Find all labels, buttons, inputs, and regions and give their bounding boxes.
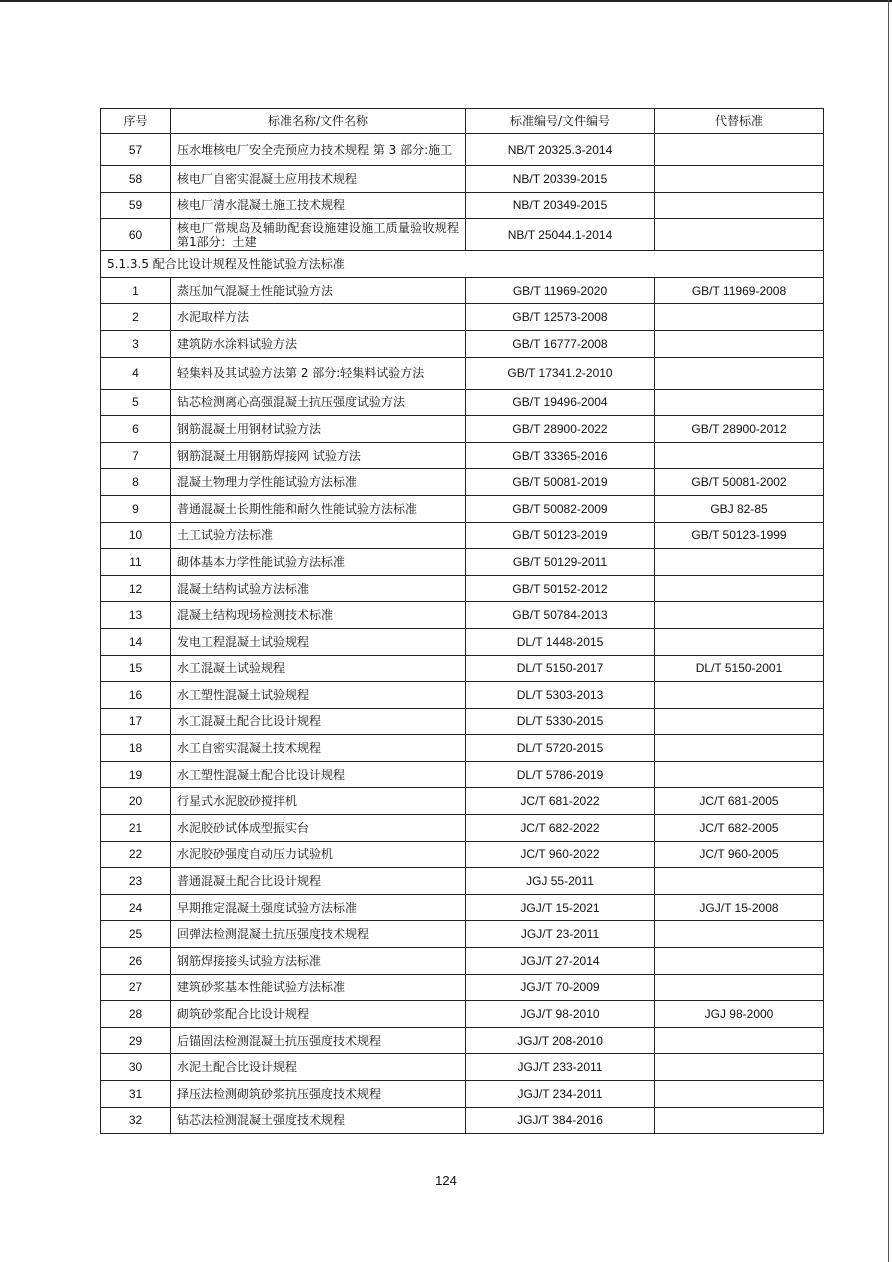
standard-name: 砌筑砂浆配合比设计规程 xyxy=(171,1001,466,1028)
table-row xyxy=(101,495,824,522)
standard-name: 普通混凝土配合比设计规程 xyxy=(171,868,466,895)
standard-name: 建筑砂浆基本性能试验方法标准 xyxy=(171,974,466,1001)
standard-name: 钻芯法检测混凝土强度技术规程 xyxy=(171,1107,466,1134)
table-row xyxy=(101,469,824,496)
row-number: 6 xyxy=(101,416,171,443)
replaced-standard: JGJ 98-2000 xyxy=(655,1001,824,1028)
row-number: 8 xyxy=(101,469,171,496)
replaced-standard xyxy=(655,330,824,357)
standard-name: 压水堆核电厂安全壳预应力技术规程 第 3 部分:施工 xyxy=(171,134,466,166)
standard-name: 混凝土物理力学性能试验方法标准 xyxy=(171,469,466,496)
table-header-row xyxy=(101,109,824,134)
table-row xyxy=(101,655,824,682)
standard-name: 行星式水泥胶砂搅拌机 xyxy=(171,788,466,815)
replaced-standard xyxy=(655,1107,824,1134)
replaced-standard: GBJ 82-85 xyxy=(655,495,824,522)
row-number: 30 xyxy=(101,1054,171,1081)
table-row xyxy=(101,788,824,815)
replaced-standard xyxy=(655,761,824,788)
table-row xyxy=(101,1081,824,1108)
standard-name: 混凝土结构试验方法标准 xyxy=(171,575,466,602)
standard-code: NB/T 20339-2015 xyxy=(466,166,655,193)
replaced-standard xyxy=(655,389,824,416)
replaced-standard xyxy=(655,602,824,629)
table-row xyxy=(101,389,824,416)
replaced-standard: JC/T 960-2005 xyxy=(655,841,824,868)
standard-code: NB/T 20325.3-2014 xyxy=(466,134,655,166)
standard-code: DL/T 5330-2015 xyxy=(466,708,655,735)
section-body xyxy=(101,251,824,278)
table-row xyxy=(101,894,824,921)
table-row xyxy=(101,921,824,948)
replaced-standard xyxy=(655,974,824,1001)
standard-name: 核电厂自密实混凝土应用技术规程 xyxy=(171,166,466,193)
replaced-standard xyxy=(655,1027,824,1054)
standard-name: 择压法检测砌筑砂浆抗压强度技术规程 xyxy=(171,1081,466,1108)
table-row xyxy=(101,549,824,576)
replaced-standard xyxy=(655,921,824,948)
standard-name: 水泥取样方法 xyxy=(171,304,466,331)
table-row xyxy=(101,166,824,193)
row-number: 3 xyxy=(101,330,171,357)
standard-code: GB/T 16777-2008 xyxy=(466,330,655,357)
row-number: 9 xyxy=(101,495,171,522)
standard-code: JC/T 960-2022 xyxy=(466,841,655,868)
standard-name: 水工塑性混凝土配合比设计规程 xyxy=(171,761,466,788)
standard-code: GB/T 12573-2008 xyxy=(466,304,655,331)
standard-code: GB/T 50082-2009 xyxy=(466,495,655,522)
page-number: 124 xyxy=(435,1173,457,1188)
standard-code: GB/T 17341.2-2010 xyxy=(466,357,655,389)
row-number: 26 xyxy=(101,948,171,975)
row-number: 21 xyxy=(101,815,171,842)
standard-code: JGJ/T 23-2011 xyxy=(466,921,655,948)
row-number: 31 xyxy=(101,1081,171,1108)
table-row xyxy=(101,868,824,895)
standard-name: 水工自密实混凝土技术规程 xyxy=(171,735,466,762)
standard-code: GB/T 50081-2019 xyxy=(466,469,655,496)
row-number: 60 xyxy=(101,219,171,251)
standard-name: 混凝土结构现场检测技术标准 xyxy=(171,602,466,629)
table-row xyxy=(101,602,824,629)
standard-code: DL/T 5720-2015 xyxy=(466,735,655,762)
table-row xyxy=(101,192,824,219)
header-name: 标准名称/文件名称 xyxy=(171,109,466,134)
standard-name: 回弹法检测混凝土抗压强度技术规程 xyxy=(171,921,466,948)
standard-name: 砌体基本力学性能试验方法标准 xyxy=(171,549,466,576)
standard-name: 建筑防水涂料试验方法 xyxy=(171,330,466,357)
header-no: 序号 xyxy=(101,109,171,134)
standard-code: GB/T 50784-2013 xyxy=(466,602,655,629)
header-replaced: 代替标准 xyxy=(655,109,824,134)
standard-code: JC/T 681-2022 xyxy=(466,788,655,815)
row-number: 15 xyxy=(101,655,171,682)
row-number: 5 xyxy=(101,389,171,416)
standard-code: JGJ/T 70-2009 xyxy=(466,974,655,1001)
section-heading: 5.1.3.5 配合比设计规程及性能试验方法标准 xyxy=(101,251,824,278)
replaced-standard xyxy=(655,575,824,602)
table-row xyxy=(101,815,824,842)
standard-name: 核电厂清水混凝土施工技术规程 xyxy=(171,192,466,219)
replaced-standard xyxy=(655,166,824,193)
standard-code: JGJ/T 234-2011 xyxy=(466,1081,655,1108)
standard-code: GB/T 50129-2011 xyxy=(466,549,655,576)
header-code: 标准编号/文件编号 xyxy=(466,109,655,134)
standard-code: GB/T 50123-2019 xyxy=(466,522,655,549)
standard-name: 水工混凝土试验规程 xyxy=(171,655,466,682)
replaced-standard xyxy=(655,628,824,655)
row-number: 23 xyxy=(101,868,171,895)
standard-code: JGJ/T 208-2010 xyxy=(466,1027,655,1054)
section-row xyxy=(101,251,824,278)
replaced-standard: JC/T 681-2005 xyxy=(655,788,824,815)
standard-code: JGJ/T 98-2010 xyxy=(466,1001,655,1028)
row-number: 11 xyxy=(101,549,171,576)
row-number: 25 xyxy=(101,921,171,948)
row-number: 29 xyxy=(101,1027,171,1054)
table-row xyxy=(101,219,824,251)
table-row xyxy=(101,277,824,304)
row-number: 32 xyxy=(101,1107,171,1134)
table-row xyxy=(101,1001,824,1028)
page-top-border xyxy=(0,0,892,2)
standard-code: GB/T 11969-2020 xyxy=(466,277,655,304)
standard-code: DL/T 1448-2015 xyxy=(466,628,655,655)
standards-table xyxy=(100,108,824,1134)
row-number: 1 xyxy=(101,277,171,304)
replaced-standard: GB/T 50123-1999 xyxy=(655,522,824,549)
row-number: 12 xyxy=(101,575,171,602)
replaced-standard xyxy=(655,304,824,331)
table-row xyxy=(101,761,824,788)
table-row xyxy=(101,628,824,655)
replaced-standard xyxy=(655,357,824,389)
table-row xyxy=(101,708,824,735)
replaced-standard: GB/T 50081-2002 xyxy=(655,469,824,496)
standard-code: DL/T 5303-2013 xyxy=(466,682,655,709)
replaced-standard: DL/T 5150-2001 xyxy=(655,655,824,682)
row-number: 22 xyxy=(101,841,171,868)
standard-code: JC/T 682-2022 xyxy=(466,815,655,842)
standard-code: NB/T 20349-2015 xyxy=(466,192,655,219)
standard-name: 钢筋混凝土用钢筋焊接网 试验方法 xyxy=(171,442,466,469)
table-row xyxy=(101,948,824,975)
row-number: 19 xyxy=(101,761,171,788)
replaced-standard xyxy=(655,948,824,975)
standard-name: 后锚固法检测混凝土抗压强度技术规程 xyxy=(171,1027,466,1054)
standard-name: 钢筋焊接接头试验方法标准 xyxy=(171,948,466,975)
standard-name: 钢筋混凝土用钢材试验方法 xyxy=(171,416,466,443)
table-row xyxy=(101,442,824,469)
table-row xyxy=(101,330,824,357)
table-row xyxy=(101,682,824,709)
table-row xyxy=(101,841,824,868)
standard-name: 钻芯检测离心高强混凝土抗压强度试验方法 xyxy=(171,389,466,416)
table-row xyxy=(101,357,824,389)
row-number: 58 xyxy=(101,166,171,193)
standard-name: 水泥土配合比设计规程 xyxy=(171,1054,466,1081)
standard-name: 轻集料及其试验方法第 2 部分:轻集料试验方法 xyxy=(171,357,466,389)
row-number: 14 xyxy=(101,628,171,655)
replaced-standard xyxy=(655,219,824,251)
standard-name: 核电厂常规岛及辅助配套设施建设施工质量验收规程第1部分：土建 xyxy=(171,219,466,251)
standard-name: 普通混凝土长期性能和耐久性能试验方法标准 xyxy=(171,495,466,522)
replaced-standard: GB/T 11969-2008 xyxy=(655,277,824,304)
replaced-standard xyxy=(655,192,824,219)
standard-code: NB/T 25044.1-2014 xyxy=(466,219,655,251)
row-number: 27 xyxy=(101,974,171,1001)
standard-code: DL/T 5786-2019 xyxy=(466,761,655,788)
standard-name: 早期推定混凝土强度试验方法标准 xyxy=(171,894,466,921)
standard-code: GB/T 50152-2012 xyxy=(466,575,655,602)
standard-name: 蒸压加气混凝土性能试验方法 xyxy=(171,277,466,304)
standard-name: 水工塑性混凝土试验规程 xyxy=(171,682,466,709)
replaced-standard: GB/T 28900-2012 xyxy=(655,416,824,443)
replaced-standard xyxy=(655,134,824,166)
standard-name: 土工试验方法标准 xyxy=(171,522,466,549)
row-number: 20 xyxy=(101,788,171,815)
table-row xyxy=(101,134,824,166)
row-number: 2 xyxy=(101,304,171,331)
replaced-standard xyxy=(655,1081,824,1108)
standard-name: 水工混凝土配合比设计规程 xyxy=(171,708,466,735)
row-number: 13 xyxy=(101,602,171,629)
standard-name: 水泥胶砂试体成型振实台 xyxy=(171,815,466,842)
standard-name: 发电工程混凝土试验规程 xyxy=(171,628,466,655)
replaced-standard: JGJ/T 15-2008 xyxy=(655,894,824,921)
row-number: 16 xyxy=(101,682,171,709)
standard-name: 水泥胶砂强度自动压力试验机 xyxy=(171,841,466,868)
row-number: 10 xyxy=(101,522,171,549)
replaced-standard xyxy=(655,442,824,469)
row-number: 18 xyxy=(101,735,171,762)
page-right-border xyxy=(888,0,889,1262)
standard-code: GB/T 33365-2016 xyxy=(466,442,655,469)
replaced-standard xyxy=(655,682,824,709)
table-row xyxy=(101,575,824,602)
row-number: 57 xyxy=(101,134,171,166)
table-row xyxy=(101,522,824,549)
table-row xyxy=(101,416,824,443)
row-number: 59 xyxy=(101,192,171,219)
standard-code: JGJ/T 384-2016 xyxy=(466,1107,655,1134)
table-row xyxy=(101,1054,824,1081)
row-number: 7 xyxy=(101,442,171,469)
replaced-standard: JC/T 682-2005 xyxy=(655,815,824,842)
replaced-standard xyxy=(655,708,824,735)
row-number: 4 xyxy=(101,357,171,389)
standard-code: JGJ/T 233-2011 xyxy=(466,1054,655,1081)
standard-code: JGJ/T 15-2021 xyxy=(466,894,655,921)
standard-code: JGJ 55-2011 xyxy=(466,868,655,895)
table-row xyxy=(101,304,824,331)
replaced-standard xyxy=(655,549,824,576)
row-number: 24 xyxy=(101,894,171,921)
replaced-standard xyxy=(655,868,824,895)
standard-code: JGJ/T 27-2014 xyxy=(466,948,655,975)
table-row xyxy=(101,1107,824,1134)
replaced-standard xyxy=(655,1054,824,1081)
group1-body xyxy=(101,134,824,251)
standard-code: DL/T 5150-2017 xyxy=(466,655,655,682)
row-number: 28 xyxy=(101,1001,171,1028)
row-number: 17 xyxy=(101,708,171,735)
standard-code: GB/T 19496-2004 xyxy=(466,389,655,416)
table-row xyxy=(101,974,824,1001)
group2-body xyxy=(101,277,824,1133)
table-row xyxy=(101,735,824,762)
table-row xyxy=(101,1027,824,1054)
standard-code: GB/T 28900-2022 xyxy=(466,416,655,443)
replaced-standard xyxy=(655,735,824,762)
